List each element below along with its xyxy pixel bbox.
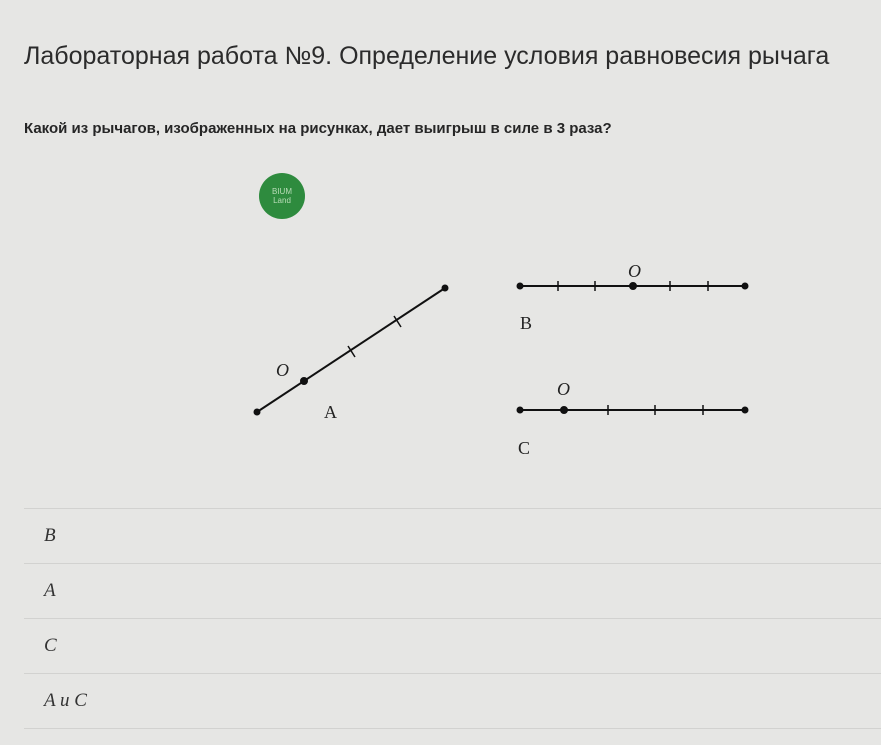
lever-b-label: B: [520, 313, 533, 333]
lever-a-end-left: [254, 409, 260, 415]
lever-b-end-right: [742, 283, 748, 289]
lever-c-label: C: [518, 438, 531, 458]
lever-a: [254, 285, 448, 415]
lever-b: [517, 281, 748, 291]
lever-c-pivot-label: O: [557, 379, 570, 399]
lever-b-pivot-label: O: [628, 261, 641, 281]
lever-a-pivot-label: O: [276, 360, 289, 380]
logo-text-line1: BIUM: [272, 187, 292, 196]
lever-c-pivot: [561, 407, 568, 414]
answer-label: B: [44, 525, 56, 546]
lever-c-end-left: [517, 407, 523, 413]
lever-c: [517, 405, 748, 415]
page-title: Лабораторная работа №9. Определение условия равновесия рычага: [24, 42, 830, 70]
answer-option-a[interactable]: [24, 563, 881, 618]
lever-b-pivot: [630, 283, 637, 290]
lever-a-pivot: [301, 378, 308, 385]
lever-b-end-left: [517, 283, 523, 289]
answer-option-a-and-c[interactable]: [24, 673, 881, 729]
answer-label: C: [44, 635, 57, 656]
lever-c-end-right: [742, 407, 748, 413]
answer-label: A и C: [44, 690, 87, 711]
answer-label: A: [44, 580, 56, 601]
question-text: Какой из рычагов, изображенных на рисунках, дает выигрыш в силе в 3 раза?: [24, 120, 612, 137]
logo-text-line2: Land: [273, 196, 291, 205]
answer-option-c[interactable]: [24, 618, 881, 673]
lever-a-label: A: [324, 402, 337, 422]
lever-a-end-right: [442, 285, 448, 291]
answer-option-b[interactable]: [24, 508, 881, 563]
answer-options: [24, 508, 881, 729]
